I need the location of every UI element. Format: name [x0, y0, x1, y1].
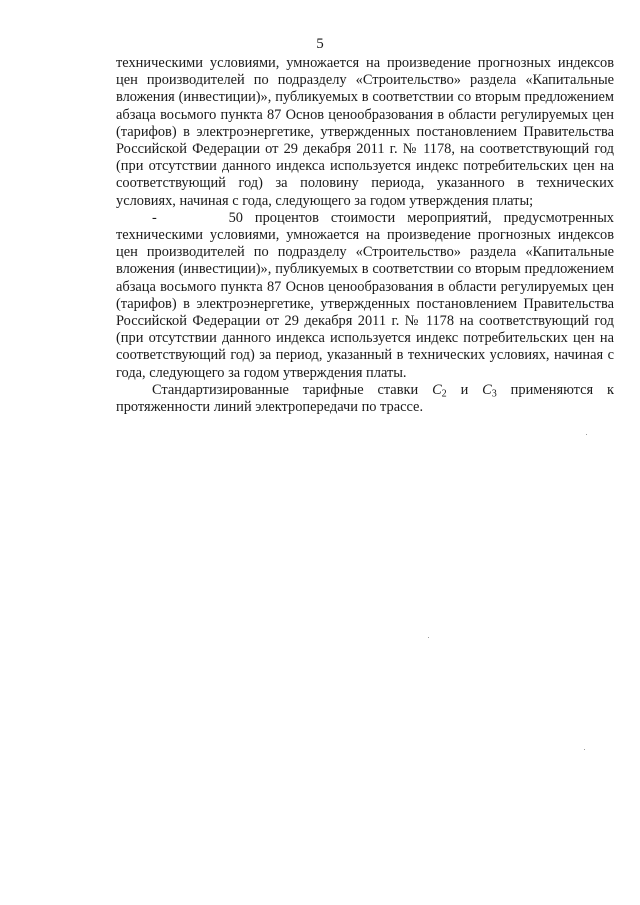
scan-artifact-dot — [586, 434, 587, 435]
list-item-marker: - — [152, 209, 157, 226]
tariff-conjunction: и — [446, 381, 483, 398]
tariff-variable-c3-letter: C — [482, 381, 492, 398]
list-item-text: 50 процентов стоимости мероприятий, предусмотренных техническими условиями, умножается на произведение прогнозных индексов цен производителей по подразделу «Строительство» раздела «Капитальные вложения (инвестиции)», публикуемых в соответствии со вторым предложением абзаца восьмого пункта 87 Основ ценообразования в области регулируемых цен (тарифов) в электроэнергетике, утвержденных постановлением Правительства Российской Федерации от 29 декабря 2011 г. № 1178 на соответствующий год (при отсутствии данного индекса используется индекс потребительских цен на соответствующий год) за период, указанный в технических условиях, начиная с года, следующего за годом утверждения платы. — [116, 209, 614, 381]
scan-artifact-dot — [584, 749, 585, 750]
list-item — [116, 210, 614, 382]
tariff-variable-c3-subscript: 3 — [491, 388, 497, 400]
tariff-variable-c2-letter: C — [432, 381, 442, 398]
tariff-text-after: применяются к протяженности линий электропередачи по трассе. — [116, 381, 614, 416]
paragraph-tariff-rates — [116, 382, 614, 416]
paragraph-continuation: техническими условиями, умножается на произведение прогнозных индексов цен производителей по подразделу «Строительство» раздела «Капитальные вложения (инвестиции)», публикуемых в соответствии со вторым предложением абзаца восьмого пункта 87 Основ ценообразования в области регулируемых цен (тарифов) в электроэнергетике, утвержденных постановлением Правительства Российской Федерации от 29 декабря 2011 г. № 1178, на соответствующий год (при отсутствии данного индекса используется индекс потребительских цен на соответствующий год) за половину периода, указанного в технических условиях, начиная с года, следующего за годом утверждения платы; — [116, 55, 614, 209]
document-body — [116, 55, 614, 416]
page-number: 5 — [316, 36, 324, 52]
tariff-variable-c3 — [482, 382, 497, 398]
tariff-variable-c2-subscript: 2 — [441, 388, 447, 400]
tariff-variable-c2 — [432, 382, 447, 398]
tariff-text-before: Стандартизированные тарифные ставки — [152, 381, 433, 398]
scan-artifact-dot — [428, 637, 429, 638]
